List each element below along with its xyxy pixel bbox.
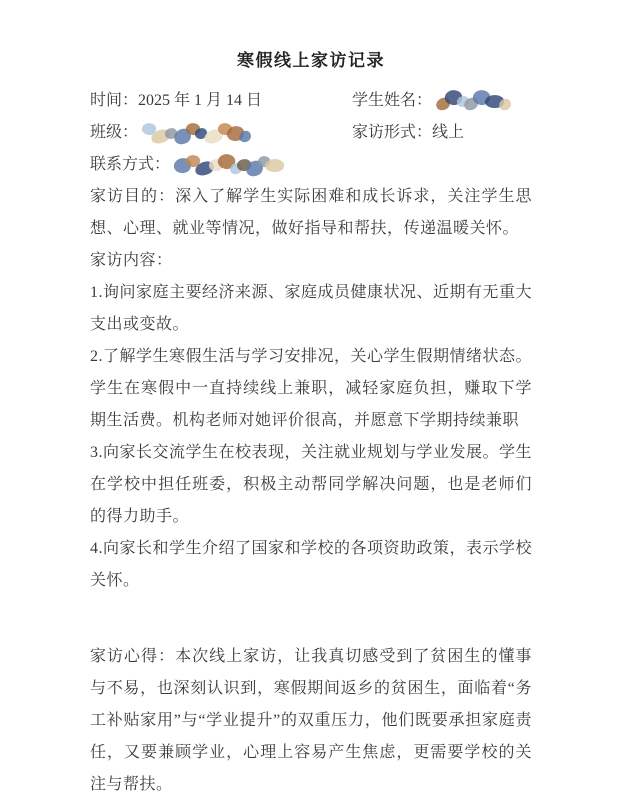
- info-row-3: [90, 149, 532, 181]
- visit-purpose: 家访目的：深入了解学生实际困难和成长诉求，关注学生思想、心理、就业等情况，做好指导和帮扶，传递温暖关怀。: [90, 188, 532, 237]
- student-name-redacted-value: [436, 88, 511, 114]
- redaction-blob: [264, 158, 284, 173]
- info-row-1: [90, 85, 532, 117]
- visit-content-heading: 家访内容：: [90, 252, 173, 269]
- field-contact-label: 联系方式：: [90, 156, 171, 173]
- visit-content-item-1: 1.询问家庭主要经济来源、家庭成员健康状况、近期有无重大支出或变故。: [90, 284, 533, 333]
- visit-content-item-3: 3.向家长交流学生在校表现，关注就业规划与学业发展。学生在学校中担任班委，积极主动帮同学解决问题，也是老师们的得力助手。: [90, 444, 533, 525]
- field-time-value: 2025 年 1 月 14 日: [138, 92, 263, 109]
- field-visit-form-value: 线上: [432, 124, 465, 141]
- field-student-name: [352, 85, 532, 117]
- page-title: 寒假线上家访记录: [237, 51, 385, 70]
- visit-content-item-4: 4.向家长和学生介绍了国家和学校的各项资助政策，表示学校关怀。: [90, 540, 533, 589]
- field-visit-form-label: 家访形式：: [352, 124, 433, 141]
- contact-redacted-value: [174, 152, 284, 178]
- class-redacted-value: [142, 120, 251, 146]
- info-section: [90, 85, 532, 181]
- field-contact: [90, 149, 284, 181]
- field-student-name-label: 学生姓名：: [352, 92, 433, 109]
- info-row-2: [90, 117, 532, 149]
- field-time: [90, 85, 352, 117]
- field-time-label: 时间：: [90, 92, 139, 109]
- visit-reflection: 家访心得：本次线上家访，让我真切感受到了贫困生的懂事与不易，也深刻认识到，寒假期间返乡的贫困生，面临着“务工补贴家用”与“学业提升”的双重压力，他们既要承担家庭责任，又要兼顾学业，心理上容易产生焦虑，更需要学校的关注与帮扶。: [90, 648, 532, 793]
- field-class-label: 班级：: [90, 124, 139, 141]
- field-class: [90, 117, 352, 149]
- field-visit-form: [352, 117, 532, 149]
- visit-content-item-2: 2.了解学生寒假生活与学习安排况，关心学生假期情绪状态。学生在寒假中一直持续线上兼职，减轻家庭负担，赚取下学期生活费。机构老师对她评价很高，并愿意下学期持续兼职: [90, 348, 533, 429]
